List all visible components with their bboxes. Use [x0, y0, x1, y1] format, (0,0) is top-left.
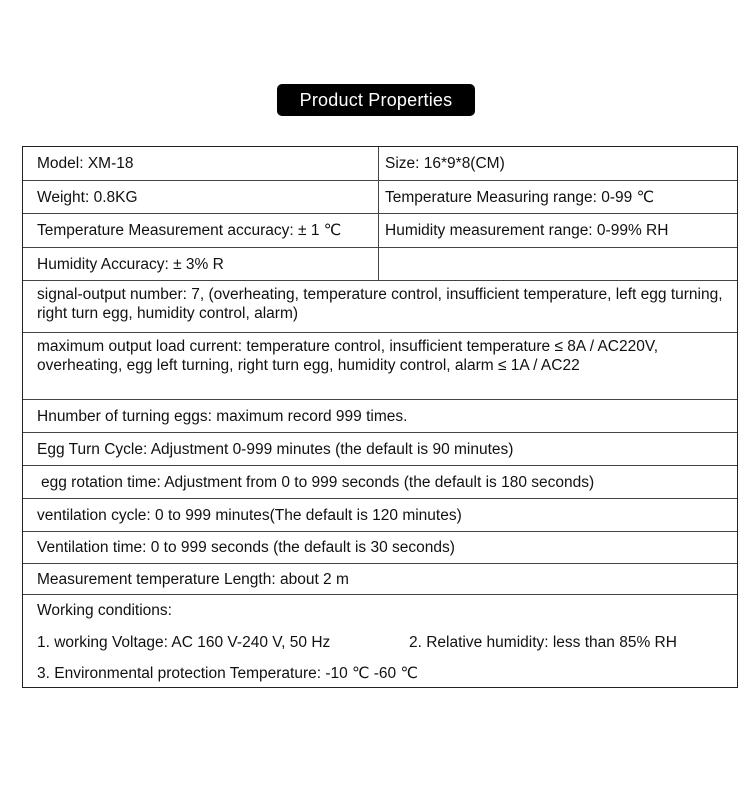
table-row [23, 248, 737, 281]
table-row [23, 499, 737, 532]
table-row [23, 214, 737, 248]
model-cell: Model: XM-18 [23, 147, 379, 180]
environmental-temperature: 3. Environmental protection Temperature: -10 ℃ -60 ℃ [37, 665, 418, 682]
table-row [23, 181, 737, 214]
table-row [23, 532, 737, 564]
turn-cycle-cell: Egg Turn Cycle: Adjustment 0-999 minutes (the default is 90 minutes) [37, 440, 514, 458]
humidity-accuracy-cell: Humidity Accuracy: ± 3% R [23, 248, 379, 280]
rotation-time-cell: egg rotation time: Adjustment from 0 to 999 seconds (the default is 180 seconds) [41, 473, 595, 491]
ventilation-time-cell: Ventilation time: 0 to 999 seconds (the default is 30 seconds) [37, 539, 455, 556]
sensor-length-cell: Measurement temperature Length: about 2 m [37, 570, 349, 588]
table-row [23, 400, 737, 433]
table-row [23, 281, 737, 333]
table-row [23, 466, 737, 499]
size-cell: Size: 16*9*8(CM) [385, 155, 505, 172]
table-row [23, 333, 737, 400]
turning-record-cell: Hnumber of turning eggs: maximum record 999 times. [37, 407, 408, 425]
signal-output-cell: signal-output number: 7, (overheating, temperature control, insufficient temperature, left egg turning, right turn egg, humidity control, alarm) [37, 286, 723, 322]
working-voltage: 1. working Voltage: AC 160 V-240 V, 50 Hz [37, 634, 331, 651]
working-conditions-heading: Working conditions: [37, 602, 172, 619]
spec-table [22, 146, 738, 688]
max-load-cell: maximum output load current: temperature control, insufficient temperature ≤ 8A / AC220V, overheating, egg left turning, right turn egg, humidity control, alarm ≤ 1A / AC22 [37, 338, 659, 374]
temp-range-cell: Temperature Measuring range: 0-99 ℃ [385, 188, 654, 206]
temp-accuracy-cell: Temperature Measurement accuracy: ± 1 ℃ [23, 214, 379, 247]
table-row [23, 564, 737, 595]
table-row [23, 433, 737, 466]
empty-cell [379, 248, 737, 280]
weight-cell: Weight: 0.8KG [23, 181, 379, 213]
relative-humidity: 2. Relative humidity: less than 85% RH [409, 634, 677, 651]
ventilation-cycle-cell: ventilation cycle: 0 to 999 minutes(The default is 120 minutes) [37, 506, 462, 524]
table-row [23, 147, 737, 181]
humidity-range-cell: Humidity measurement range: 0-99% RH [385, 222, 669, 239]
page-title: Product Properties [277, 84, 475, 116]
working-conditions-row [23, 595, 737, 687]
